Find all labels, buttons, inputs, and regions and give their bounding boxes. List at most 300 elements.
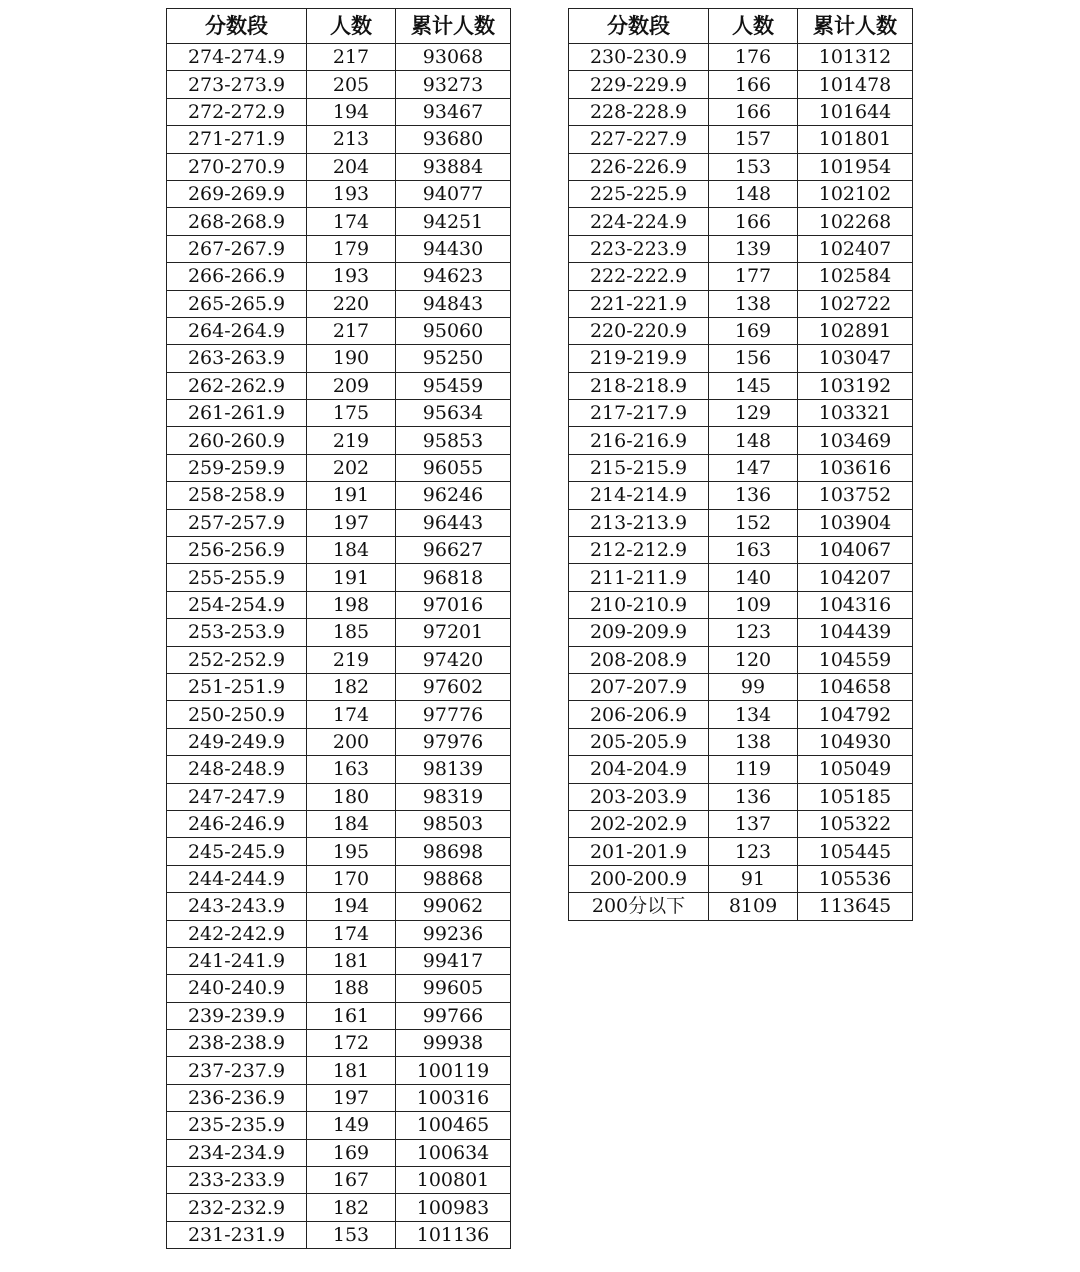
score-range-cell: 273-273.9 (167, 71, 307, 98)
table-row (569, 400, 913, 427)
score-range-cell: 232-232.9 (167, 1194, 307, 1221)
count-cell: 200 (307, 728, 396, 755)
header-cumulative: 累计人数 (396, 9, 511, 44)
table-row (167, 263, 511, 290)
cumulative-cell: 101136 (396, 1221, 511, 1248)
count-cell: 138 (709, 728, 798, 755)
score-range-cell: 222-222.9 (569, 263, 709, 290)
count-cell: 175 (307, 400, 396, 427)
cumulative-cell: 103321 (798, 400, 913, 427)
table-row (569, 427, 913, 454)
table-row (569, 701, 913, 728)
count-cell: 181 (307, 1057, 396, 1084)
cumulative-cell: 95060 (396, 317, 511, 344)
score-range-cell: 243-243.9 (167, 893, 307, 920)
cumulative-cell: 95634 (396, 400, 511, 427)
table-row (569, 71, 913, 98)
score-range-cell: 260-260.9 (167, 427, 307, 454)
table-row (167, 1112, 511, 1139)
score-range-cell: 234-234.9 (167, 1139, 307, 1166)
cumulative-cell: 93068 (396, 44, 511, 71)
score-range-cell: 253-253.9 (167, 619, 307, 646)
table-row (569, 372, 913, 399)
table-row (167, 591, 511, 618)
header-count: 人数 (709, 9, 798, 44)
count-cell: 219 (307, 427, 396, 454)
score-range-cell: 272-272.9 (167, 98, 307, 125)
count-cell: 169 (307, 1139, 396, 1166)
table-row (569, 290, 913, 317)
count-cell: 209 (307, 372, 396, 399)
count-cell: 180 (307, 783, 396, 810)
table-row (167, 728, 511, 755)
score-range-cell: 247-247.9 (167, 783, 307, 810)
score-range-cell: 244-244.9 (167, 865, 307, 892)
table-row (167, 1030, 511, 1057)
score-range-cell: 203-203.9 (569, 783, 709, 810)
cumulative-cell: 97201 (396, 619, 511, 646)
count-cell: 166 (709, 208, 798, 235)
table-row (167, 756, 511, 783)
cumulative-cell: 100801 (396, 1167, 511, 1194)
count-cell: 181 (307, 947, 396, 974)
cumulative-cell: 99766 (396, 1002, 511, 1029)
count-cell: 193 (307, 180, 396, 207)
table-row (569, 893, 913, 920)
table-row (167, 1194, 511, 1221)
cumulative-cell: 94623 (396, 263, 511, 290)
score-range-cell: 213-213.9 (569, 509, 709, 536)
count-cell: 205 (307, 71, 396, 98)
table-row (167, 947, 511, 974)
table-row (569, 317, 913, 344)
table-row (569, 126, 913, 153)
count-cell: 198 (307, 591, 396, 618)
score-range-cell: 262-262.9 (167, 372, 307, 399)
cumulative-cell: 104207 (798, 564, 913, 591)
score-range-cell: 263-263.9 (167, 345, 307, 372)
score-range-cell: 205-205.9 (569, 728, 709, 755)
score-range-cell: 201-201.9 (569, 838, 709, 865)
cumulative-cell: 98503 (396, 810, 511, 837)
table-row (167, 838, 511, 865)
table-row (167, 98, 511, 125)
cumulative-cell: 104439 (798, 619, 913, 646)
score-range-cell: 237-237.9 (167, 1057, 307, 1084)
cumulative-cell: 96443 (396, 509, 511, 536)
score-range-cell: 217-217.9 (569, 400, 709, 427)
count-cell: 190 (307, 345, 396, 372)
table-row (569, 673, 913, 700)
cumulative-cell: 97016 (396, 591, 511, 618)
cumulative-cell: 102891 (798, 317, 913, 344)
score-range-cell: 215-215.9 (569, 454, 709, 481)
cumulative-cell: 99062 (396, 893, 511, 920)
count-cell: 174 (307, 920, 396, 947)
cumulative-cell: 103904 (798, 509, 913, 536)
cumulative-cell: 96055 (396, 454, 511, 481)
count-cell: 136 (709, 783, 798, 810)
table-row (569, 756, 913, 783)
cumulative-cell: 104316 (798, 591, 913, 618)
score-range-cell: 239-239.9 (167, 1002, 307, 1029)
cumulative-cell: 103469 (798, 427, 913, 454)
count-cell: 217 (307, 44, 396, 71)
count-cell: 148 (709, 180, 798, 207)
score-range-cell: 200分以下 (569, 893, 709, 920)
score-range-cell: 264-264.9 (167, 317, 307, 344)
count-cell: 169 (709, 317, 798, 344)
count-cell: 217 (307, 317, 396, 344)
score-range-cell: 220-220.9 (569, 317, 709, 344)
cumulative-cell: 93680 (396, 126, 511, 153)
score-range-cell: 209-209.9 (569, 619, 709, 646)
score-range-cell: 219-219.9 (569, 345, 709, 372)
table-row (167, 290, 511, 317)
count-cell: 149 (307, 1112, 396, 1139)
cumulative-cell: 94251 (396, 208, 511, 235)
table-row (167, 1002, 511, 1029)
score-range-cell: 228-228.9 (569, 98, 709, 125)
score-range-cell: 265-265.9 (167, 290, 307, 317)
count-cell: 123 (709, 619, 798, 646)
count-cell: 123 (709, 838, 798, 865)
score-range-cell: 241-241.9 (167, 947, 307, 974)
table-row (569, 98, 913, 125)
score-range-cell: 245-245.9 (167, 838, 307, 865)
score-range-cell: 200-200.9 (569, 865, 709, 892)
table-row (569, 591, 913, 618)
table-row (167, 71, 511, 98)
score-range-cell: 256-256.9 (167, 537, 307, 564)
score-range-cell: 224-224.9 (569, 208, 709, 235)
table-row (167, 482, 511, 509)
table-row (167, 126, 511, 153)
count-cell: 120 (709, 646, 798, 673)
cumulative-cell: 94843 (396, 290, 511, 317)
score-range-cell: 218-218.9 (569, 372, 709, 399)
score-range-cell: 236-236.9 (167, 1084, 307, 1111)
count-cell: 156 (709, 345, 798, 372)
cumulative-cell: 102268 (798, 208, 913, 235)
table-row (167, 975, 511, 1002)
score-range-cell: 250-250.9 (167, 701, 307, 728)
table-row (167, 372, 511, 399)
table-row (569, 153, 913, 180)
header-row (167, 9, 511, 44)
score-range-cell: 259-259.9 (167, 454, 307, 481)
cumulative-cell: 104559 (798, 646, 913, 673)
table-row (167, 810, 511, 837)
score-range-cell: 258-258.9 (167, 482, 307, 509)
score-range-cell: 266-266.9 (167, 263, 307, 290)
score-range-cell: 227-227.9 (569, 126, 709, 153)
cumulative-cell: 104067 (798, 537, 913, 564)
cumulative-cell: 105049 (798, 756, 913, 783)
score-range-cell: 212-212.9 (569, 537, 709, 564)
cumulative-cell: 98868 (396, 865, 511, 892)
score-range-cell: 270-270.9 (167, 153, 307, 180)
cumulative-cell: 101801 (798, 126, 913, 153)
score-range-cell: 230-230.9 (569, 44, 709, 71)
cumulative-cell: 104658 (798, 673, 913, 700)
score-range-cell: 231-231.9 (167, 1221, 307, 1248)
count-cell: 182 (307, 1194, 396, 1221)
score-range-cell: 223-223.9 (569, 235, 709, 262)
count-cell: 153 (307, 1221, 396, 1248)
count-cell: 174 (307, 208, 396, 235)
score-range-cell: 210-210.9 (569, 591, 709, 618)
table-row (167, 208, 511, 235)
count-cell: 109 (709, 591, 798, 618)
cumulative-cell: 103752 (798, 482, 913, 509)
cumulative-cell: 94077 (396, 180, 511, 207)
cumulative-cell: 99938 (396, 1030, 511, 1057)
count-cell: 136 (709, 482, 798, 509)
score-range-cell: 249-249.9 (167, 728, 307, 755)
table-row (167, 701, 511, 728)
count-cell: 197 (307, 509, 396, 536)
cumulative-cell: 98319 (396, 783, 511, 810)
table-row (167, 646, 511, 673)
count-cell: 177 (709, 263, 798, 290)
table-row (167, 564, 511, 591)
cumulative-cell: 95853 (396, 427, 511, 454)
cumulative-cell: 97602 (396, 673, 511, 700)
table-row (167, 180, 511, 207)
count-cell: 202 (307, 454, 396, 481)
table-row (569, 482, 913, 509)
count-cell: 138 (709, 290, 798, 317)
count-cell: 147 (709, 454, 798, 481)
count-cell: 163 (709, 537, 798, 564)
cumulative-cell: 99417 (396, 947, 511, 974)
cumulative-cell: 98698 (396, 838, 511, 865)
table-row (167, 1139, 511, 1166)
score-range-cell: 257-257.9 (167, 509, 307, 536)
header-cumulative: 累计人数 (798, 9, 913, 44)
cumulative-cell: 105536 (798, 865, 913, 892)
cumulative-cell: 93884 (396, 153, 511, 180)
count-cell: 163 (307, 756, 396, 783)
cumulative-cell: 101312 (798, 44, 913, 71)
cumulative-cell: 100119 (396, 1057, 511, 1084)
cumulative-cell: 99236 (396, 920, 511, 947)
count-cell: 119 (709, 756, 798, 783)
score-range-cell: 252-252.9 (167, 646, 307, 673)
cumulative-cell: 95250 (396, 345, 511, 372)
cumulative-cell: 101478 (798, 71, 913, 98)
score-range-cell: 269-269.9 (167, 180, 307, 207)
score-range-cell: 246-246.9 (167, 810, 307, 837)
table-row (569, 810, 913, 837)
score-range-cell: 254-254.9 (167, 591, 307, 618)
cumulative-cell: 100983 (396, 1194, 511, 1221)
count-cell: 166 (709, 71, 798, 98)
table-row (569, 838, 913, 865)
count-cell: 161 (307, 1002, 396, 1029)
cumulative-cell: 93467 (396, 98, 511, 125)
score-range-cell: 229-229.9 (569, 71, 709, 98)
score-range-cell: 238-238.9 (167, 1030, 307, 1057)
cumulative-cell: 95459 (396, 372, 511, 399)
table-row (167, 317, 511, 344)
score-table-left (166, 8, 511, 1249)
cumulative-cell: 103616 (798, 454, 913, 481)
table-row (167, 673, 511, 700)
count-cell: 153 (709, 153, 798, 180)
count-cell: 134 (709, 701, 798, 728)
table-row (167, 783, 511, 810)
cumulative-cell: 97976 (396, 728, 511, 755)
table-row (167, 427, 511, 454)
score-range-cell: 251-251.9 (167, 673, 307, 700)
score-range-cell: 216-216.9 (569, 427, 709, 454)
cumulative-cell: 96818 (396, 564, 511, 591)
score-range-cell: 261-261.9 (167, 400, 307, 427)
score-range-cell: 255-255.9 (167, 564, 307, 591)
table-row (167, 400, 511, 427)
table-row (167, 235, 511, 262)
count-cell: 195 (307, 838, 396, 865)
table-row (569, 263, 913, 290)
cumulative-cell: 102584 (798, 263, 913, 290)
count-cell: 137 (709, 810, 798, 837)
cumulative-cell: 102722 (798, 290, 913, 317)
count-cell: 204 (307, 153, 396, 180)
table-row (167, 619, 511, 646)
cumulative-cell: 103047 (798, 345, 913, 372)
table-row (569, 646, 913, 673)
table-row (569, 619, 913, 646)
score-range-cell: 235-235.9 (167, 1112, 307, 1139)
cumulative-cell: 105445 (798, 838, 913, 865)
cumulative-cell: 97420 (396, 646, 511, 673)
cumulative-cell: 102407 (798, 235, 913, 262)
score-range-cell: 211-211.9 (569, 564, 709, 591)
count-cell: 191 (307, 482, 396, 509)
table-row (167, 1221, 511, 1248)
count-cell: 166 (709, 98, 798, 125)
table-row (167, 1057, 511, 1084)
count-cell: 185 (307, 619, 396, 646)
score-range-cell: 208-208.9 (569, 646, 709, 673)
cumulative-cell: 101644 (798, 98, 913, 125)
count-cell: 157 (709, 126, 798, 153)
table-row (167, 153, 511, 180)
cumulative-cell: 100465 (396, 1112, 511, 1139)
table-row (569, 44, 913, 71)
count-cell: 194 (307, 98, 396, 125)
header-count: 人数 (307, 9, 396, 44)
count-cell: 140 (709, 564, 798, 591)
table-row (569, 208, 913, 235)
score-range-cell: 233-233.9 (167, 1167, 307, 1194)
table-row (569, 537, 913, 564)
table-row (167, 509, 511, 536)
table-row (167, 893, 511, 920)
cumulative-cell: 105185 (798, 783, 913, 810)
table-row (569, 454, 913, 481)
cumulative-cell: 104930 (798, 728, 913, 755)
cumulative-cell: 97776 (396, 701, 511, 728)
cumulative-cell: 94430 (396, 235, 511, 262)
count-cell: 152 (709, 509, 798, 536)
table-row (569, 728, 913, 755)
table-row (569, 564, 913, 591)
table-row (569, 783, 913, 810)
count-cell: 176 (709, 44, 798, 71)
header-score-range: 分数段 (569, 9, 709, 44)
score-range-cell: 221-221.9 (569, 290, 709, 317)
count-cell: 179 (307, 235, 396, 262)
count-cell: 191 (307, 564, 396, 591)
table-row (569, 509, 913, 536)
count-cell: 220 (307, 290, 396, 317)
score-range-cell: 240-240.9 (167, 975, 307, 1002)
score-range-cell: 207-207.9 (569, 673, 709, 700)
count-cell: 174 (307, 701, 396, 728)
cumulative-cell: 96246 (396, 482, 511, 509)
table-row (167, 865, 511, 892)
table-row (569, 235, 913, 262)
count-cell: 172 (307, 1030, 396, 1057)
count-cell: 182 (307, 673, 396, 700)
score-range-cell: 206-206.9 (569, 701, 709, 728)
count-cell: 145 (709, 372, 798, 399)
score-range-cell: 202-202.9 (569, 810, 709, 837)
table-row (569, 865, 913, 892)
table-row (167, 920, 511, 947)
cumulative-cell: 102102 (798, 180, 913, 207)
table-row (167, 44, 511, 71)
cumulative-cell: 104792 (798, 701, 913, 728)
cumulative-cell: 100316 (396, 1084, 511, 1111)
score-range-cell: 248-248.9 (167, 756, 307, 783)
count-cell: 213 (307, 126, 396, 153)
score-range-cell: 268-268.9 (167, 208, 307, 235)
table-row (569, 180, 913, 207)
score-range-cell: 225-225.9 (569, 180, 709, 207)
count-cell: 219 (307, 646, 396, 673)
cumulative-cell: 98139 (396, 756, 511, 783)
count-cell: 193 (307, 263, 396, 290)
count-cell: 188 (307, 975, 396, 1002)
cumulative-cell: 93273 (396, 71, 511, 98)
cumulative-cell: 96627 (396, 537, 511, 564)
cumulative-cell: 99605 (396, 975, 511, 1002)
table-row (167, 345, 511, 372)
score-range-cell: 214-214.9 (569, 482, 709, 509)
table-row (569, 345, 913, 372)
count-cell: 91 (709, 865, 798, 892)
count-cell: 184 (307, 810, 396, 837)
count-cell: 194 (307, 893, 396, 920)
count-cell: 184 (307, 537, 396, 564)
table-row (167, 537, 511, 564)
score-range-cell: 204-204.9 (569, 756, 709, 783)
score-table-right (568, 8, 913, 921)
count-cell: 197 (307, 1084, 396, 1111)
count-cell: 99 (709, 673, 798, 700)
header-row (569, 9, 913, 44)
table-row (167, 1167, 511, 1194)
score-range-cell: 274-274.9 (167, 44, 307, 71)
table-row (167, 1084, 511, 1111)
count-cell: 129 (709, 400, 798, 427)
cumulative-cell: 101954 (798, 153, 913, 180)
cumulative-cell: 103192 (798, 372, 913, 399)
